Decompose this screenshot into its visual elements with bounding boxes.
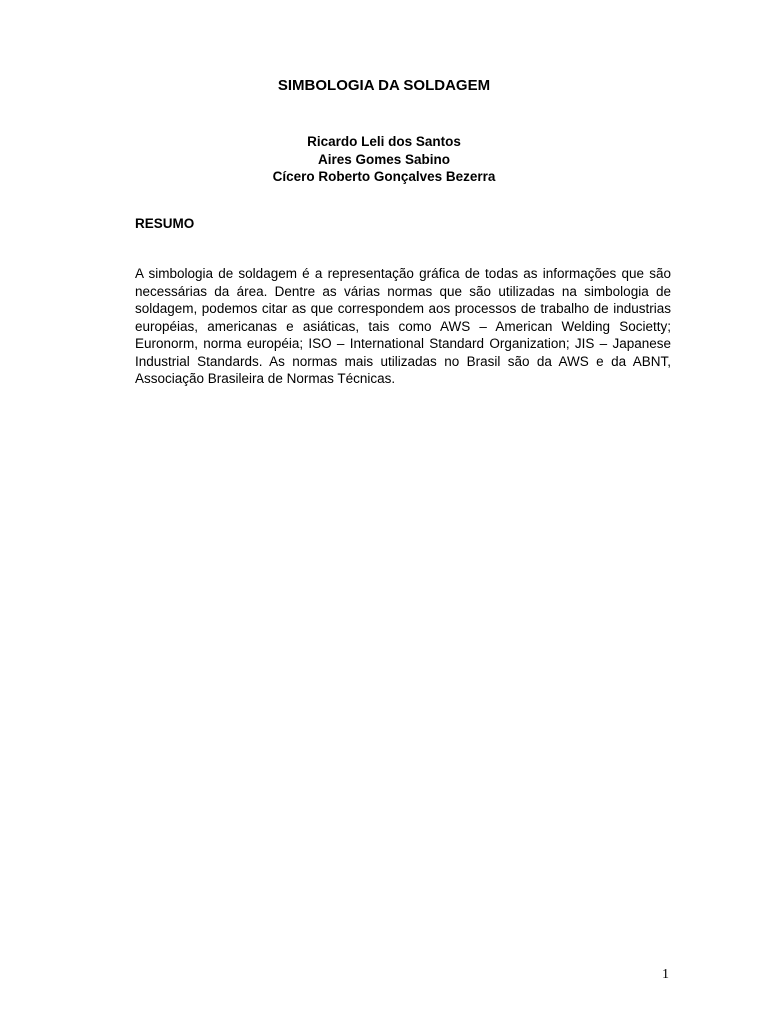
author-name: Aires Gomes Sabino bbox=[317, 151, 451, 167]
document-title: SIMBOLOGIA DA SOLDAGEM bbox=[277, 77, 491, 94]
author-name: Ricardo Leli dos Santos bbox=[307, 134, 461, 149]
page-number: 1 bbox=[662, 967, 669, 982]
author-list bbox=[0, 133, 768, 186]
section-heading-resumo: RESUMO bbox=[135, 216, 195, 231]
abstract-paragraph: A simbologia de soldagem é a representação gráfica de todas as informações que são necessárias da área. Dentre as várias normas que são utilizadas na simbologia de soldagem, podemos citar as que correspondem aos processos de trabalho de industrias européias, americanas e asiáticas, tais como AWS – American Welding Societty; Euronorm, norma européia; ISO – International Standard Organization; JIS – Japanese Industrial Standards. As normas mais utilizadas no Brasil são da AWS e da ABNT, Associação Brasileira de Normas Técnicas. bbox=[135, 266, 671, 386]
author-name: Cícero Roberto Gonçalves Bezerra bbox=[272, 169, 496, 184]
